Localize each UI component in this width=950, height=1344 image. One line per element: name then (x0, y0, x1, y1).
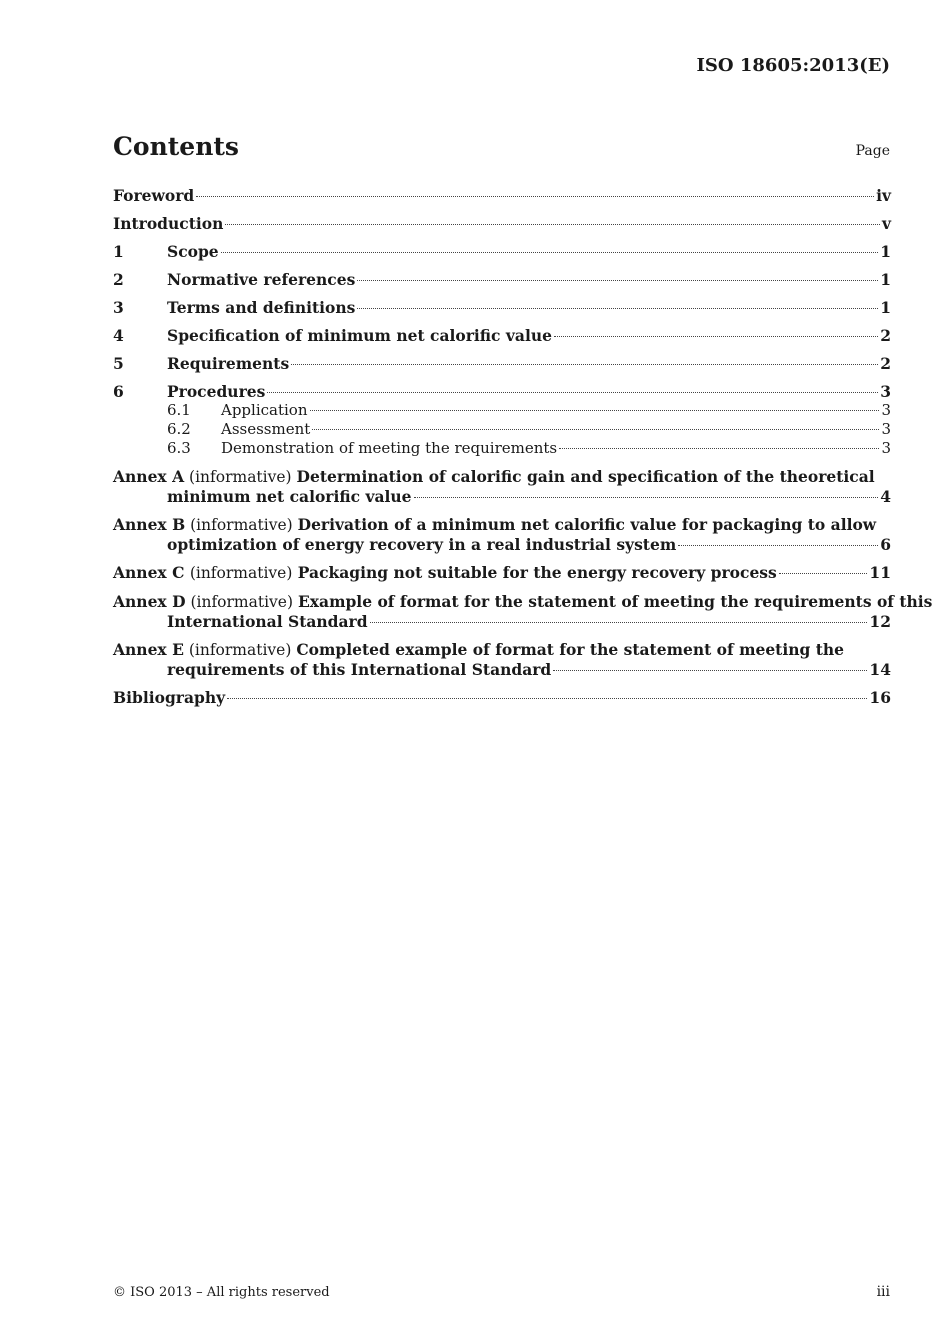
toc-entry-number: 6.1 (167, 401, 191, 419)
toc-entry-requirements[interactable] (113, 354, 891, 373)
annex-type: (informative) (188, 641, 292, 659)
toc-entry-page: iv (876, 186, 891, 205)
toc-entry-title: Scope (167, 242, 219, 261)
leader-dots (357, 308, 878, 309)
toc-entry-page: 4 (880, 487, 891, 506)
leader-dots (221, 252, 879, 253)
annex-label: Annex C (113, 563, 185, 582)
toc-entry-title: Demonstration of meeting the requirements (221, 439, 558, 457)
annex-title-line1: Determination of calorific gain and specification of the theoretical (296, 467, 875, 486)
annex-type: (informative) (189, 468, 292, 486)
leader-dots (310, 410, 880, 411)
toc-entry-page: 3 (881, 439, 891, 457)
toc-entry-scope[interactable] (113, 242, 891, 261)
leader-dots (225, 224, 880, 225)
toc-entry-number: 3 (113, 298, 124, 317)
annex-label: Annex B (113, 515, 186, 534)
toc-entry-page: 16 (869, 688, 891, 707)
toc-entry-title: Procedures (167, 382, 266, 401)
toc-entry-page: v (881, 214, 891, 233)
toc-entry-specification[interactable] (113, 326, 891, 345)
toc-entry-procedures[interactable] (113, 382, 891, 401)
annex-title-line1: Example of format for the statement of meeting the requirements of this (297, 592, 933, 611)
toc-entry-normative-references[interactable] (113, 270, 891, 289)
document-id: ISO 18605:2013(E) (696, 55, 890, 76)
toc-entry-number: 5 (113, 354, 124, 373)
toc-entry-annex-e[interactable] (113, 640, 891, 679)
toc-entry-page: 3 (880, 382, 891, 401)
toc-entry-page: 1 (880, 298, 891, 317)
toc-entry-application[interactable] (113, 401, 891, 420)
annex-type: (informative) (190, 593, 294, 611)
table-of-contents (113, 186, 933, 707)
toc-entry-number: 6.2 (167, 420, 191, 438)
copyright-notice: © ISO 2013 – All rights reserved (113, 1285, 330, 1300)
leader-dots (414, 497, 879, 498)
annex-title-line2: optimization of energy recovery in a real industrial system (167, 535, 677, 554)
leader-dots (553, 670, 867, 671)
toc-entry-title: Requirements (167, 354, 290, 373)
leader-dots (227, 698, 867, 699)
annex-title-line1: Completed example of format for the statement of meeting the (296, 640, 845, 659)
annex-title-line2: requirements of this International Standard (167, 660, 552, 679)
toc-entry-page: 2 (880, 354, 891, 373)
toc-entry-number: 4 (113, 326, 124, 345)
leader-dots (267, 392, 878, 393)
toc-entry-page: 1 (880, 242, 891, 261)
toc-entry-title: Application (221, 401, 308, 419)
toc-entry-page: 14 (869, 660, 891, 679)
toc-entry-title: Introduction (113, 214, 224, 233)
toc-entry-annex-a[interactable] (113, 467, 891, 506)
toc-entry-title: Normative references (167, 270, 356, 289)
leader-dots (370, 622, 868, 623)
toc-entry-title: Bibliography (113, 688, 226, 707)
page-column-label: Page (855, 143, 890, 159)
toc-entry-page: 1 (880, 270, 891, 289)
leader-dots (779, 573, 868, 574)
toc-entry-page: 6 (880, 535, 891, 554)
toc-entry-number: 1 (113, 242, 124, 261)
annex-label: Annex D (113, 592, 186, 611)
toc-entry-title: Foreword (113, 186, 195, 205)
toc-entry-number: 6 (113, 382, 124, 401)
toc-entry-title: Specification of minimum net calorific value (167, 326, 552, 345)
toc-entry-annex-b[interactable] (113, 515, 891, 554)
leader-dots (196, 196, 874, 197)
toc-entry-title: Assessment (221, 420, 311, 438)
toc-entry-terms[interactable] (113, 298, 891, 317)
toc-entry-bibliography[interactable] (113, 688, 891, 707)
annex-label: Annex E (113, 640, 184, 659)
toc-entry-annex-c[interactable] (113, 563, 891, 583)
toc-entry-page: 2 (880, 326, 891, 345)
annex-type: (informative) (190, 516, 293, 534)
toc-entry-title: Terms and definitions (167, 298, 356, 317)
annex-title-line2: minimum net calorific value (167, 487, 412, 506)
toc-entry-page: 3 (881, 401, 891, 419)
toc-entry-number: 6.3 (167, 439, 191, 457)
annex-title-line1: Derivation of a minimum net calorific value for packaging to allow (297, 515, 877, 534)
annex-title-line2: International Standard (167, 612, 368, 631)
toc-entry-introduction[interactable] (113, 214, 891, 233)
toc-entry-page: 11 (869, 563, 891, 582)
toc-entry-annex-d[interactable] (113, 592, 933, 631)
toc-entry-assessment[interactable] (113, 420, 891, 439)
leader-dots (291, 364, 878, 365)
toc-entry-page: 12 (869, 612, 891, 631)
leader-dots (554, 336, 878, 337)
page-title: Contents (113, 132, 240, 161)
leader-dots (312, 429, 879, 430)
annex-title-line1: Packaging not suitable for the energy recovery process (297, 563, 777, 582)
annex-type: (informative) (189, 564, 293, 582)
page-number: iii (876, 1284, 890, 1300)
leader-dots (678, 545, 878, 546)
toc-entry-foreword[interactable] (113, 186, 891, 205)
toc-entry-number: 2 (113, 270, 124, 289)
annex-label: Annex A (113, 467, 185, 486)
leader-dots (357, 280, 878, 281)
leader-dots (559, 448, 879, 449)
toc-entry-demonstration[interactable] (113, 439, 891, 458)
toc-entry-page: 3 (881, 420, 891, 438)
